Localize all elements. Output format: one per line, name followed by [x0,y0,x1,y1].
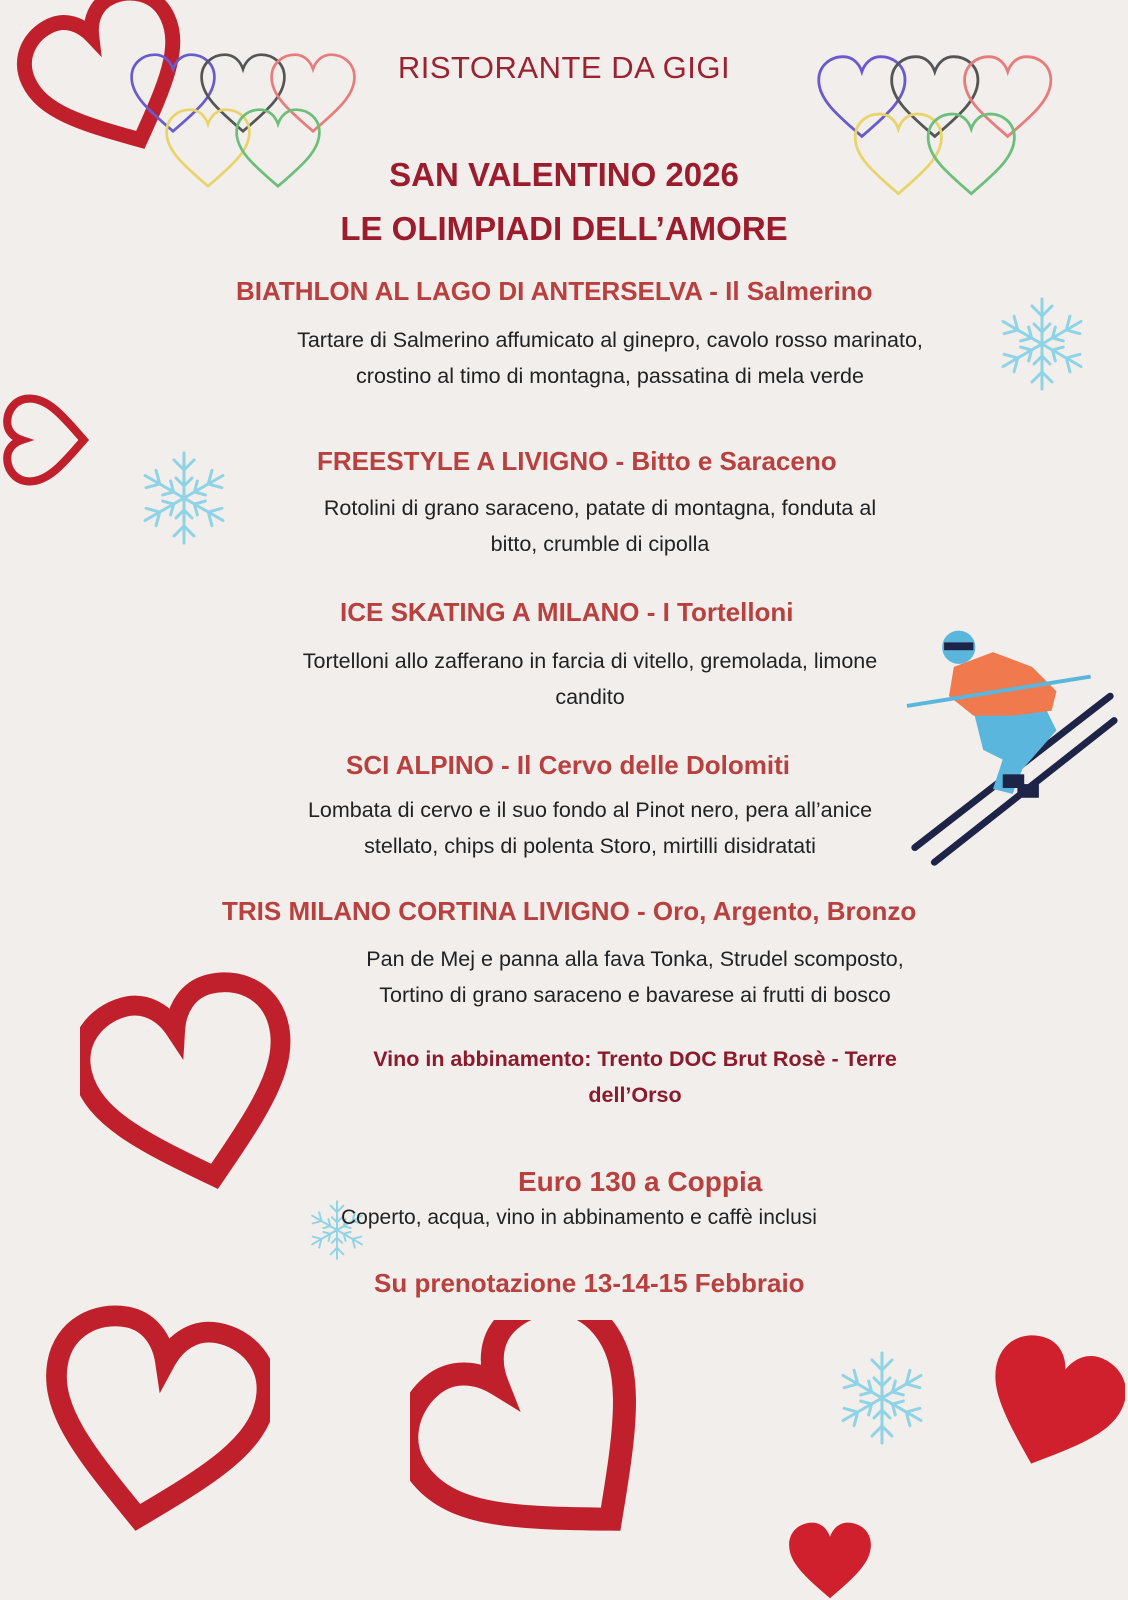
dish-description [200,643,980,715]
dish-heading: FREESTYLE A LIVIGNO - Bitto e Saraceno [317,446,837,476]
dish-description [245,941,1025,1013]
dish-line: stellato, chips di polenta Storo, mirtilli disidratati [364,834,816,858]
wine-line: Vino in abbinamento: Trento DOC Brut Rosè - Terre [373,1047,897,1071]
price-note: Coperto, acqua, vino in abbinamento e caffè inclusi [341,1206,817,1229]
dish-line: Tortino di grano saraceno e bavarese ai frutti di bosco [379,983,891,1007]
dish-line: Tartare di Salmerino affumicato al ginepro, cavolo rosso marinato, [297,328,923,352]
booking-dates: Su prenotazione 13-14-15 Febbraio [374,1268,805,1298]
snowflake-icon [992,294,1092,394]
wine-line: dell’Orso [588,1083,682,1107]
dish-heading: ICE SKATING A MILANO - I Tortelloni [340,597,794,627]
dish-heading: TRIS MILANO CORTINA LIVIGNO - Oro, Argento, Bronzo [222,896,917,926]
dish-line: Rotolini di grano saraceno, patate di montagna, fonduta al [323,496,877,520]
heart-icon [0,385,90,495]
dish-line: Tortelloni allo zafferano in farcia di vitello, gremolada, limone [302,649,878,673]
dish-description [220,322,1000,394]
dish-line: candito [555,685,625,709]
dish-heading: BIATHLON AL LAGO DI ANTERSELVA - Il Salmerino [236,276,873,306]
snowflake-icon [832,1348,932,1448]
dish-line: Lombata di cervo e il suo fondo al Pinot nero, pera all’anice [307,798,873,822]
wine-pairing [245,1041,1025,1113]
heart-icon [980,1310,1125,1500]
page-subtitle: LE OLIMPIADI DELL’AMORE [340,210,788,247]
dish-line: crostino al timo di montagna, passatina di mela verde [356,364,864,388]
dish-heading: SCI ALPINO - Il Cervo delle Dolomiti [346,750,790,780]
restaurant-name: RISTORANTE DA GIGI [397,50,731,85]
dish-line: bitto, crumble di cipolla [490,532,710,556]
heart-icon [410,1320,670,1550]
page-title: SAN VALENTINO 2026 [389,156,739,193]
heart-icon [40,1300,270,1540]
dish-description [210,490,990,562]
price-label: Euro 130 a Coppia [518,1166,763,1197]
heart-icon [770,1520,890,1600]
dish-line: Pan de Mej e panna alla fava Tonka, Strudel scomposto, [366,947,904,971]
dish-description [200,792,980,864]
